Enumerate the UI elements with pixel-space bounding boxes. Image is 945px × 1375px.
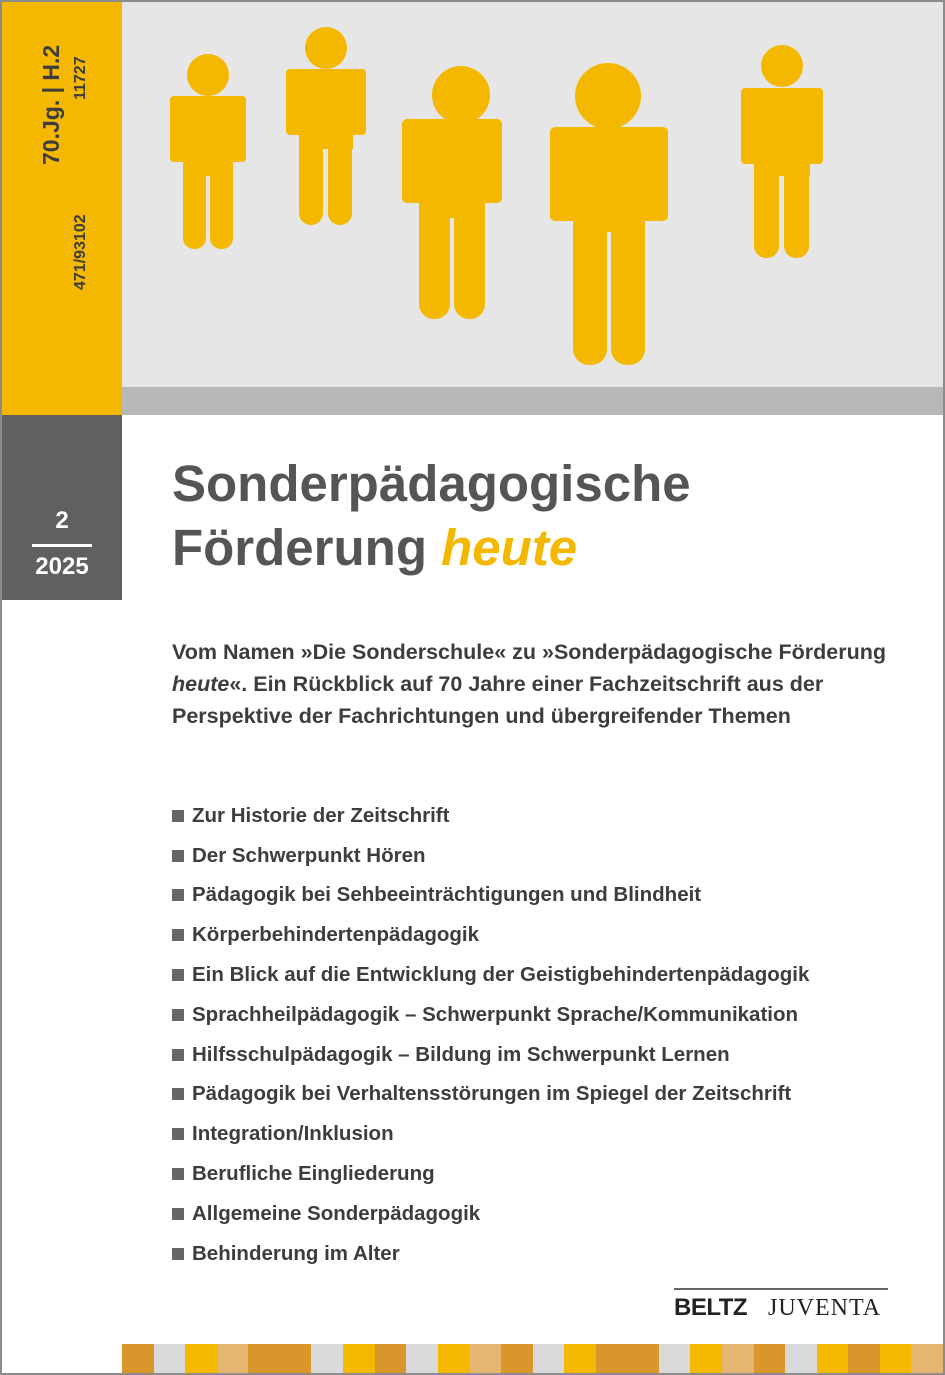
square-bullet-icon: [172, 969, 184, 981]
pattern-tile: [533, 1344, 565, 1373]
issue-year: 2025: [35, 553, 89, 580]
topic-item: [172, 796, 809, 836]
pattern-tile: [217, 1344, 249, 1373]
square-bullet-icon: [172, 810, 184, 822]
issue-divider: [32, 544, 92, 547]
square-bullet-icon: [172, 1168, 184, 1180]
topic-item: [172, 836, 809, 876]
topic-item: [172, 1234, 809, 1274]
pattern-tile: [438, 1344, 470, 1373]
topic-label: Integration/Inklusion: [192, 1122, 394, 1146]
pattern-tile: [911, 1344, 943, 1373]
pattern-tile: [564, 1344, 596, 1373]
person-figures-icon: [122, 2, 943, 387]
topic-label: Der Schwerpunkt Hören: [192, 843, 426, 867]
issue-badge: [2, 415, 122, 600]
topic-label: Sprachheilpädagogik – Schwerpunkt Sprache/Kommunikation: [192, 1002, 799, 1026]
pattern-tile: [501, 1344, 533, 1373]
square-bullet-icon: [172, 1088, 184, 1100]
product-code-label: 11727: [72, 56, 89, 100]
title-line-2-main: Förderung: [172, 519, 427, 576]
divider-band: [122, 387, 943, 415]
pattern-tile: [848, 1344, 880, 1373]
topic-item: [172, 995, 809, 1035]
topic-label: Hilfsschulpädagogik – Bildung im Schwerpunkt Lernen: [192, 1042, 730, 1066]
issn-code-label: 471/93102: [72, 214, 89, 290]
pattern-tile: [406, 1344, 438, 1373]
title-line-2-accent: heute: [441, 519, 578, 576]
topic-label: Pädagogik bei Sehbeeinträchtigungen und Blindheit: [192, 883, 702, 907]
topic-item: [172, 1194, 809, 1234]
topic-item: [172, 1075, 809, 1115]
subtitle-part-2: «. Ein Rückblick auf 70 Jahre einer Fachzeitschrift aus der Perspektive der Fachrichtungen und übergreifender Themen: [172, 672, 824, 728]
bottom-color-pattern: [122, 1344, 943, 1373]
publisher-imprint: JUVENTA: [768, 1295, 882, 1321]
pattern-tile: [880, 1344, 912, 1373]
logo-rule: [674, 1288, 888, 1290]
subtitle-part-1: Vom Namen »Die Sonderschule« zu »Sonderpädagogische Förderung: [172, 640, 887, 664]
topic-item: [172, 915, 809, 955]
issue-number: 2: [55, 507, 69, 534]
pattern-tile: [375, 1344, 407, 1373]
topic-item: [172, 876, 809, 916]
topic-label: Körperbehindertenpädagogik: [192, 923, 480, 947]
subtitle-italic: heute: [172, 672, 230, 696]
square-bullet-icon: [172, 850, 184, 862]
pattern-tile: [754, 1344, 786, 1373]
issue-subtitle: [172, 636, 892, 732]
pattern-tile: [311, 1344, 343, 1373]
pattern-tile: [280, 1344, 312, 1373]
pattern-tile: [722, 1344, 754, 1373]
topic-label: Pädagogik bei Verhaltensstörungen im Spiegel der Zeitschrift: [192, 1082, 792, 1106]
publisher-brand: BELTZ: [674, 1294, 748, 1321]
topic-list: [172, 796, 809, 1274]
volume-issue-label: 70.Jg. | H.2: [38, 44, 64, 165]
topic-item: [172, 955, 809, 995]
pattern-tile: [785, 1344, 817, 1373]
pattern-tile: [596, 1344, 628, 1373]
square-bullet-icon: [172, 1128, 184, 1140]
topic-item: [172, 1114, 809, 1154]
topic-label: Berufliche Eingliederung: [192, 1162, 435, 1186]
square-bullet-icon: [172, 1009, 184, 1021]
pattern-tile: [154, 1344, 186, 1373]
pattern-tile: [817, 1344, 849, 1373]
pattern-tile: [248, 1344, 280, 1373]
pattern-tile: [469, 1344, 501, 1373]
title-line-1: Sonderpädagogische: [172, 455, 691, 512]
topic-item: [172, 1154, 809, 1194]
pattern-tile: [185, 1344, 217, 1373]
pattern-tile: [627, 1344, 659, 1373]
topic-label: Behinderung im Alter: [192, 1241, 400, 1265]
topic-label: Allgemeine Sonderpädagogik: [192, 1201, 481, 1225]
square-bullet-icon: [172, 929, 184, 941]
topic-label: Zur Historie der Zeitschrift: [192, 803, 450, 827]
pattern-tile: [659, 1344, 691, 1373]
square-bullet-icon: [172, 1248, 184, 1260]
pattern-tile: [343, 1344, 375, 1373]
square-bullet-icon: [172, 1208, 184, 1220]
topic-item: [172, 1035, 809, 1075]
topic-label: Ein Blick auf die Entwicklung der Geistigbehindertenpädagogik: [192, 963, 810, 987]
hero-illustration: [122, 2, 943, 387]
square-bullet-icon: [172, 1049, 184, 1061]
square-bullet-icon: [172, 889, 184, 901]
journal-title: [172, 452, 691, 580]
pattern-tile: [122, 1344, 154, 1373]
pattern-tile: [690, 1344, 722, 1373]
